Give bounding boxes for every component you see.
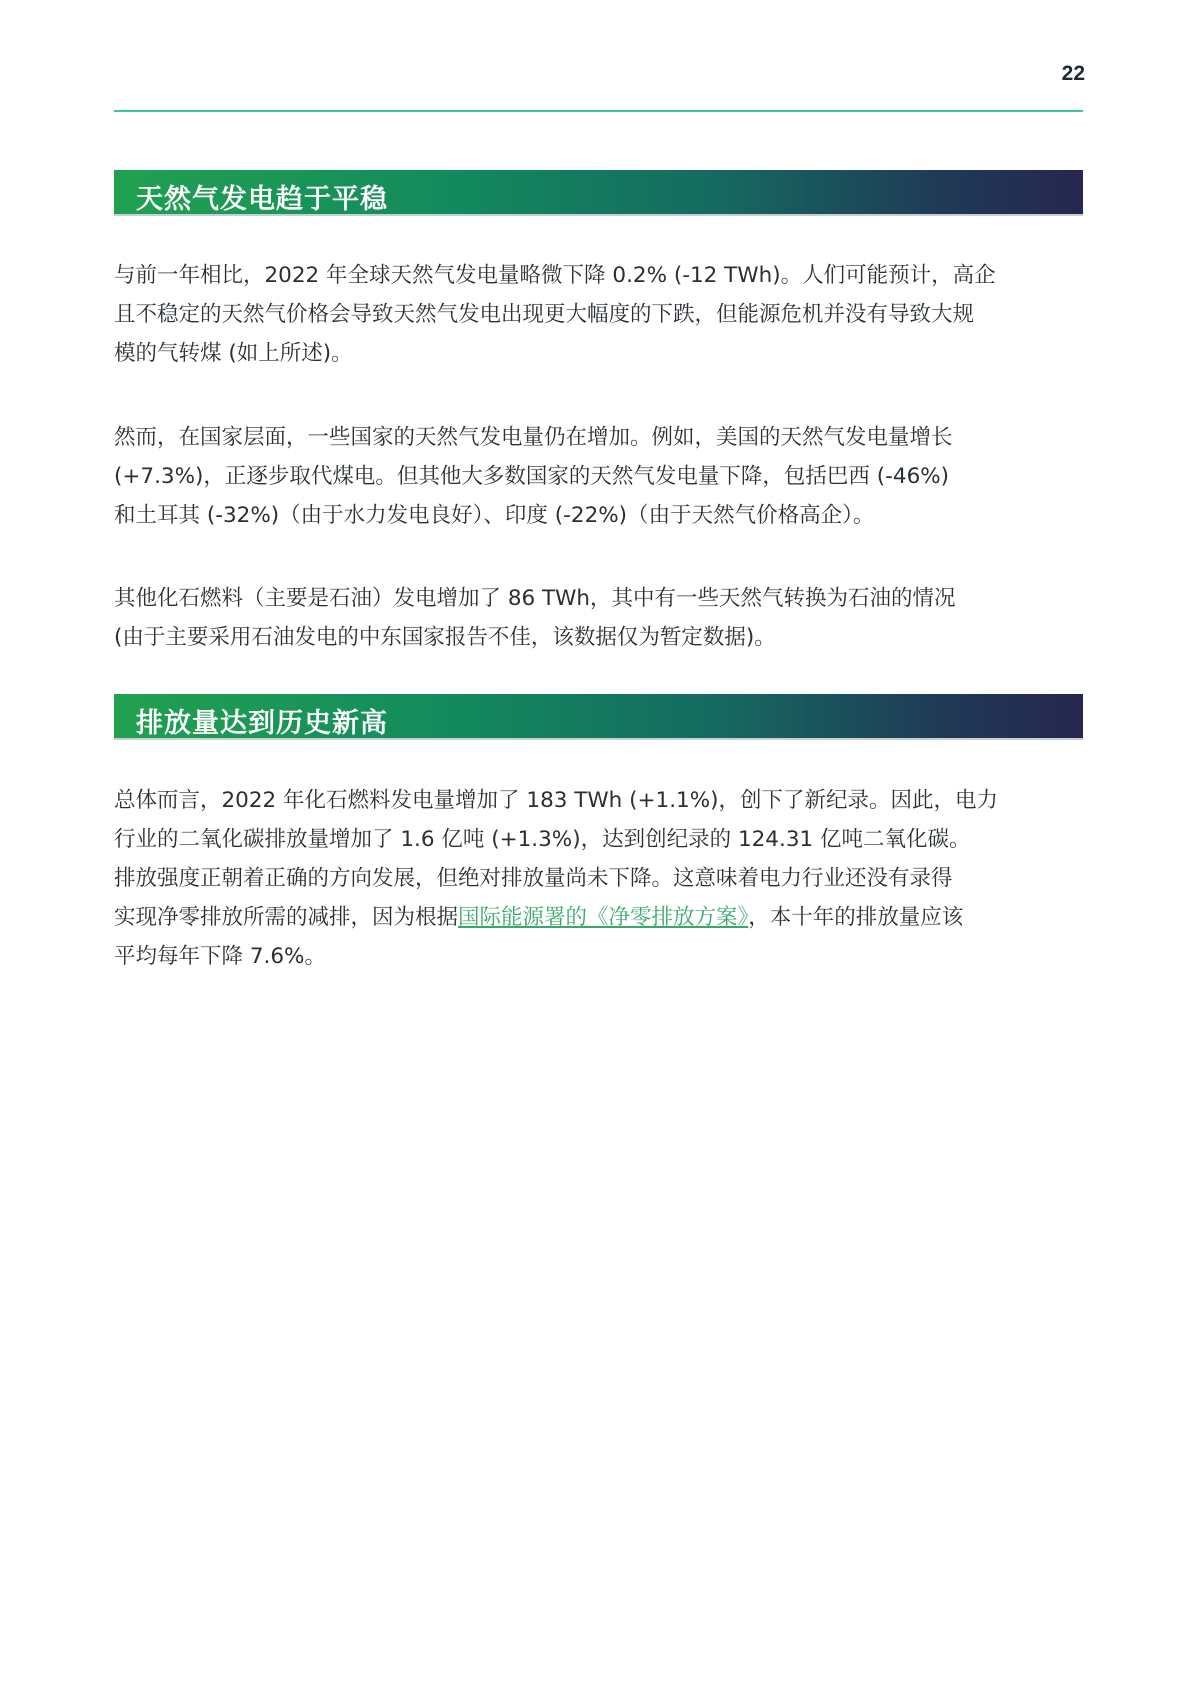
text-segment: ，本十年的排放量应该 bbox=[748, 905, 964, 930]
text-line: (由于主要采用石油发电的中东国家报告不佳，该数据仅为暂定数据)。 bbox=[114, 625, 776, 650]
text-line: 模的气转煤 (如上所述)。 bbox=[114, 341, 353, 366]
header-divider bbox=[114, 110, 1083, 112]
text-line: 其他化石燃料（主要是石油）发电增加了 86 TWh，其中有一些天然气转换为石油的情况 bbox=[114, 586, 956, 611]
text-line: 和土耳其 (-32%)（由于水力发电良好）、印度 (-22%)（由于天然气价格高企）。 bbox=[114, 503, 875, 528]
text-line: 与前一年相比，2022 年全球天然气发电量略微下降 0.2% (-12 TWh)。人们可能预计，高企 bbox=[114, 263, 996, 288]
section-title: 天然气发电趋于平稳 bbox=[136, 184, 388, 215]
paragraph bbox=[114, 781, 1084, 976]
text-line: 总体而言，2022 年化石燃料发电量增加了 183 TWh (+1.1%)，创下了新纪录。因此，电力 bbox=[114, 788, 999, 813]
text-segment: 实现净零排放所需的减排，因为根据 bbox=[114, 905, 459, 930]
page-number: 22 bbox=[1061, 62, 1085, 85]
section-banner-natural-gas bbox=[114, 170, 1083, 216]
section-title: 排放量达到历史新高 bbox=[136, 708, 388, 739]
text-line: 平均每年下降 7.6%。 bbox=[114, 944, 326, 969]
text-line: 然而，在国家层面，一些国家的天然气发电量仍在增加。例如，美国的天然气发电量增长 bbox=[114, 425, 953, 450]
iea-net-zero-link[interactable]: 国际能源署的《净零排放方案》 bbox=[458, 905, 749, 930]
text-line: 且不稳定的天然气价格会导致天然气发电出现更大幅度的下跌，但能源危机并没有导致大规 bbox=[114, 302, 975, 327]
text-line: (+7.3%)，正逐步取代煤电。但其他大多数国家的天然气发电量下降，包括巴西 (-46%) bbox=[114, 464, 950, 489]
paragraph bbox=[114, 579, 1084, 657]
paragraph bbox=[114, 256, 1084, 373]
paragraph bbox=[114, 418, 1084, 535]
text-line-with-link bbox=[114, 898, 1084, 937]
text-line: 行业的二氧化碳排放量增加了 1.6 亿吨 (+1.3%)，达到创纪录的 124.31 亿吨二氧化碳。 bbox=[114, 827, 971, 852]
section-banner-emissions bbox=[114, 694, 1083, 740]
text-line: 排放强度正朝着正确的方向发展，但绝对排放量尚未下降。这意味着电力行业还没有录得 bbox=[114, 866, 953, 891]
